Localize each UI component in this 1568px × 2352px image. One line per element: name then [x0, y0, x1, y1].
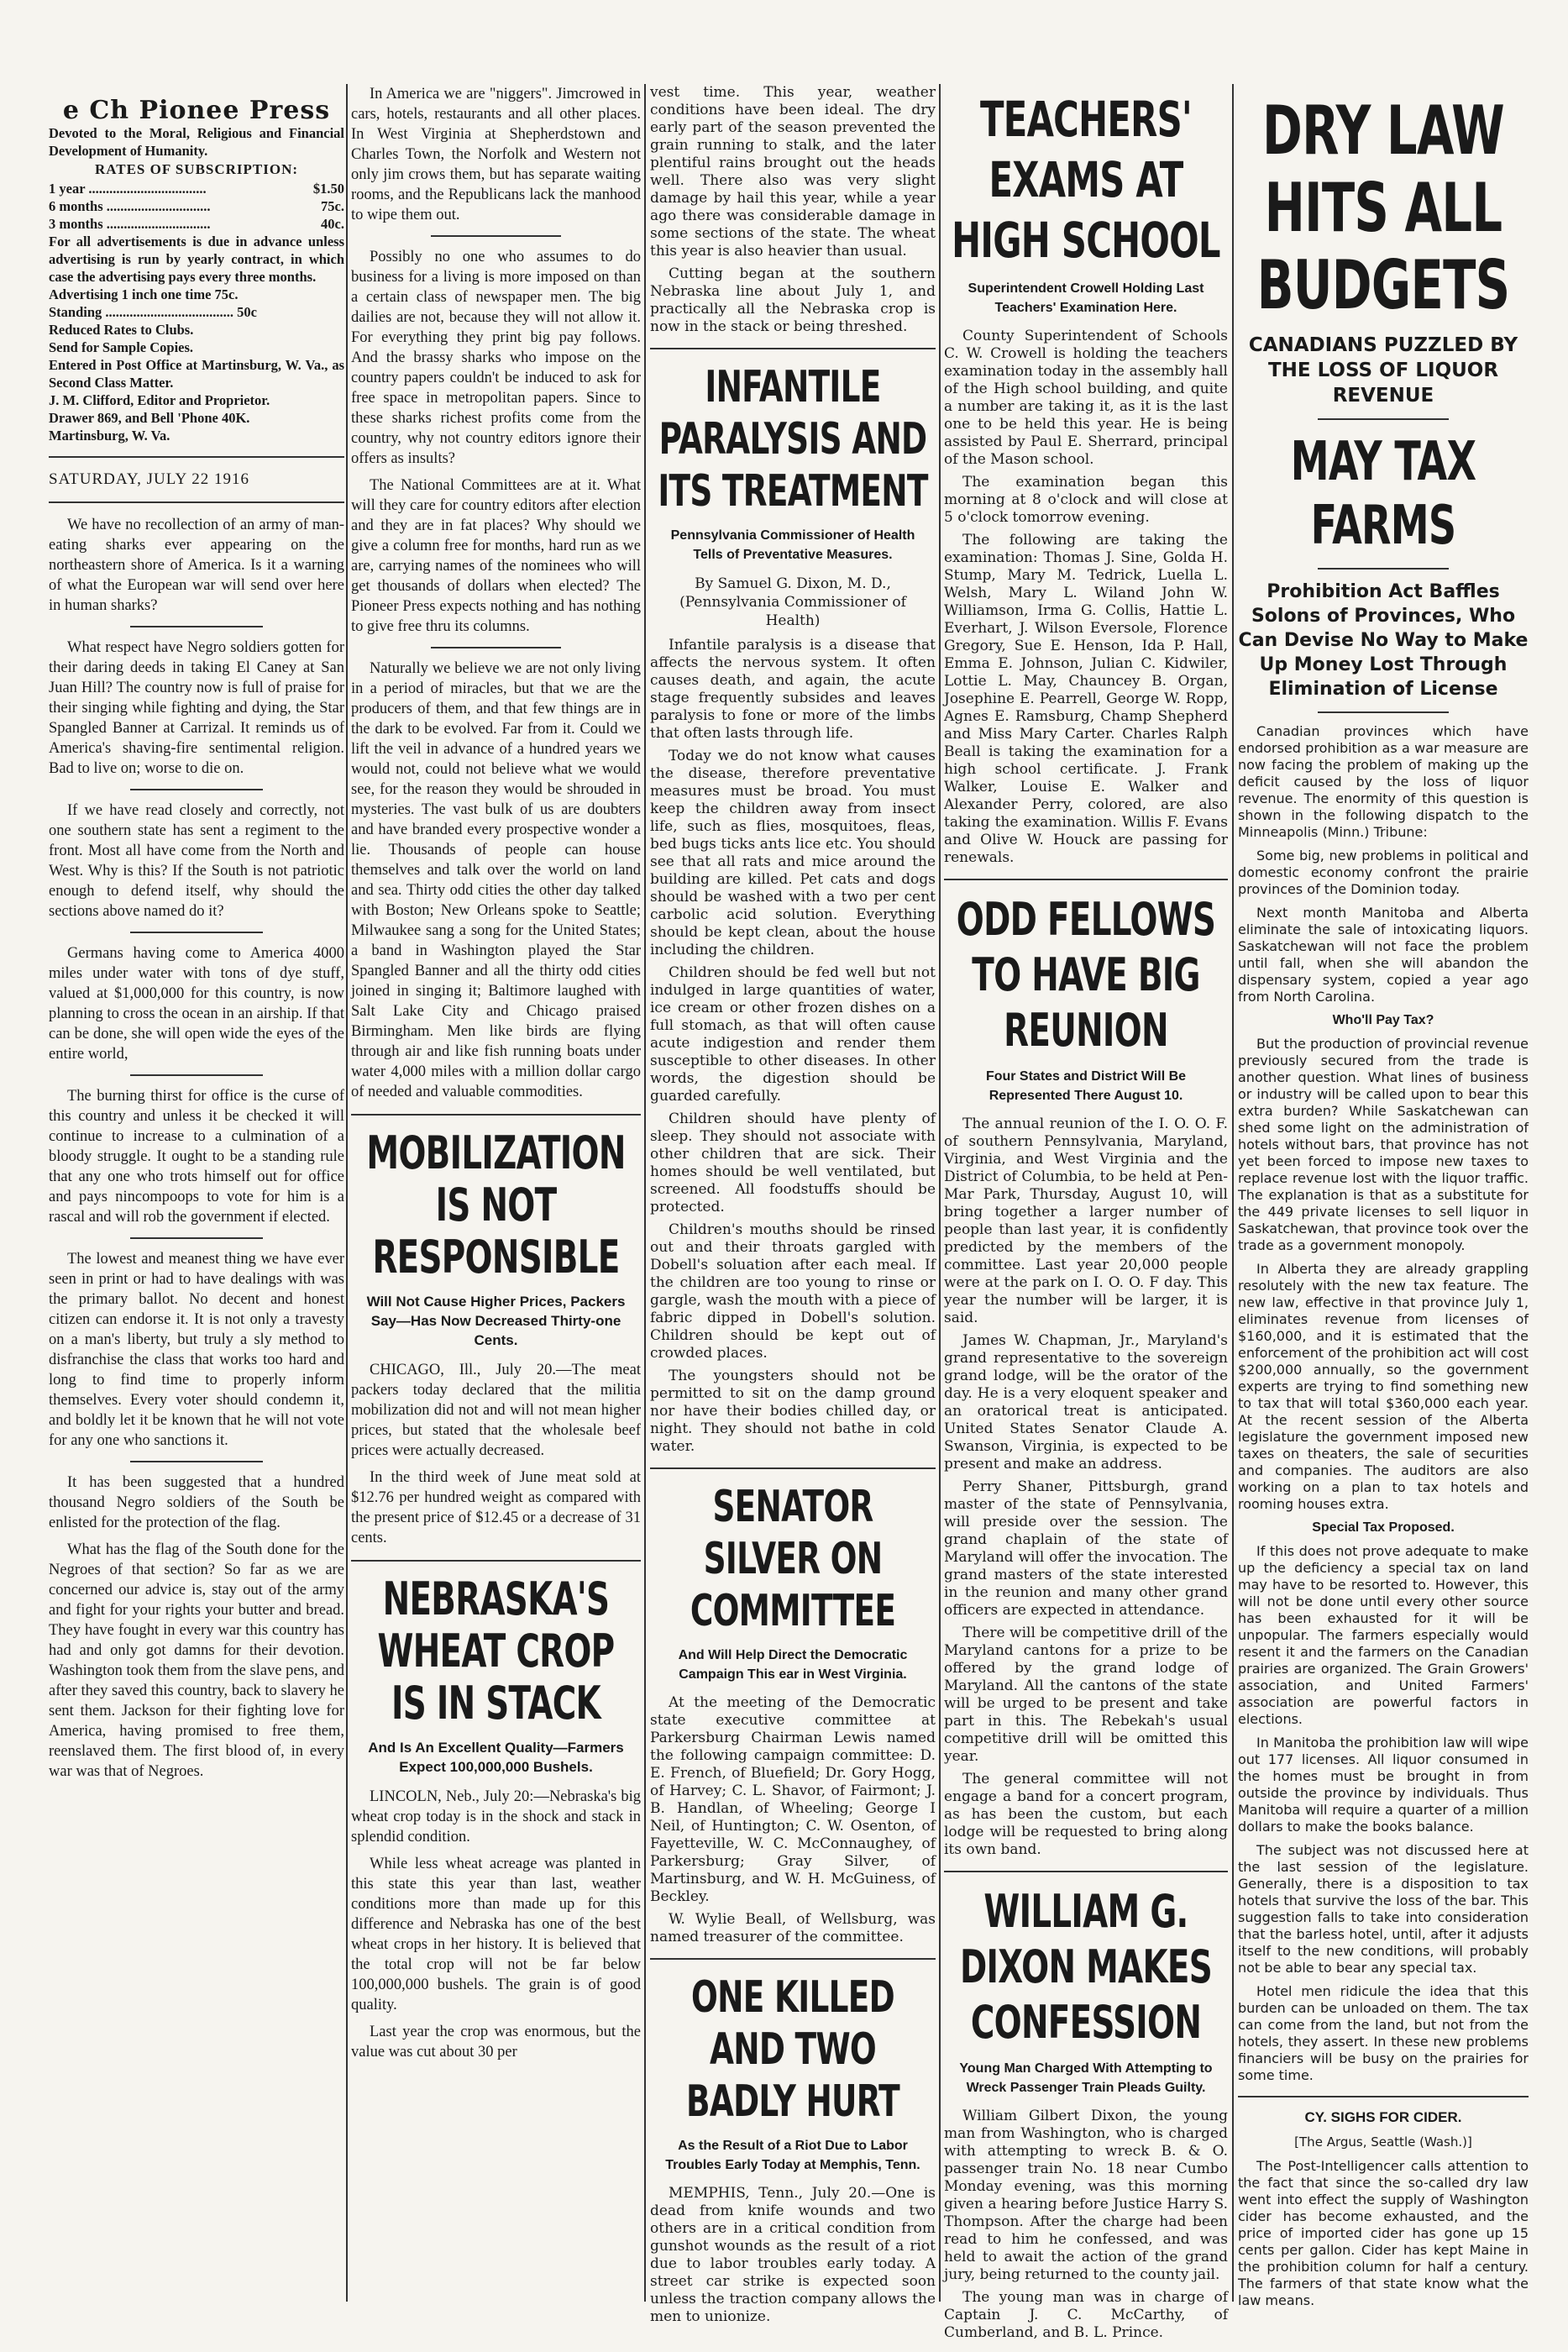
column-3: [650, 84, 936, 2325]
subhead-one-killed: As the Result of a Riot Due to Labor Troubles Early Today at Memphis, Tenn.: [665, 2139, 920, 2172]
divider: [650, 348, 936, 349]
subhead-special-tax: Special Tax Proposed.: [1312, 1520, 1455, 1535]
editorial-paragraph: The lowest and meanest thing we have ever seen in print or had to have dealings with was the primary ballot. No decent and honest citizen can endorse it. It is not only a travesty on a man's liberty, but truly a sly method to disfranchise the class that works too hard and long to find time to properly inform themselves. Every voter should condemn it, and boldly let it be known that he will not vote for any one who sanctions it.: [49, 1251, 344, 1449]
divider: [351, 1114, 641, 1116]
headline-cider: CY. SIGHS FOR CIDER.: [1304, 2109, 1462, 2125]
rates-title: RATES OF SUBSCRIPTION:: [94, 161, 299, 177]
headline-mobilization: MOBILIZATION IS NOT RESPONSIBLE: [366, 1126, 626, 1284]
divider: [130, 1074, 263, 1076]
divider: [351, 1560, 641, 1562]
rate-row: 6 months .............................. 75c.: [49, 198, 344, 214]
article-paragraph: The subject was not discussed here at the last session of the legislature. Generally, there is a disposition to tax hotels that survive the loss of the bar. This suggestion falls to take into consideration that the barless hotel, until, after it adjusts itself to the new conditions, will probably not be able to bear any special tax.: [1238, 1842, 1529, 1976]
article-paragraph: In Alberta they are already grappling resolutely with the new tax feature. The new law, effective in that province July 1, eliminates revenue from licenses of $160,000, and it is estimated that the enforcement of the prohibition act will cost $200,000 annually, so the government experts are trying to find something new to tax that will total $360,000 each year. At the recent session of the Alberta legislature the government imposed new taxes on theaters, the sale of securities and companies. The auditors are also working on a plan to tax hotels and rooming houses extra.: [1238, 1261, 1529, 1512]
article-paragraph: vest time. This year, weather conditions have been ideal. The dry early part of the season prevented the grain running to stalk, and the later plentiful rains brought out the heads well. There also was very slight damage by hail this year, while a year ago there was considerable damage in some sections of the state. The wheat this year is also heavier than usual.: [650, 84, 936, 260]
divider: [1318, 418, 1449, 420]
issue-dateline: SATURDAY, JULY 22 1916: [49, 470, 249, 488]
column-4: [944, 84, 1228, 2341]
divider: [49, 456, 344, 458]
editorial-paragraph: It has been suggested that a hundred thousand Negro soldiers of the South be enlisted for the protection of the flag.: [49, 1474, 344, 1531]
editorial-paragraph: We have no recollection of an army of man-eating sharks ever appearing on the northeastern shore of America. Is it a warning of what the European war will send over here in human sharks?: [49, 517, 344, 614]
editorial-paragraph: In America we are "niggers". Jimcrowed in cars, hotels, restaurants and all other places. In West Virginia at Shepherdstown and Charles Town, the Norfolk and Western not only jim crows them, but has separate waiting rooms, and the Republicans lack the manhood to wipe them out.: [351, 86, 641, 223]
town-line: Martinsburg, W. Va.: [49, 428, 170, 444]
column-2: [351, 84, 641, 2318]
ad-rate: Advertising 1 inch one time 75c.: [49, 286, 239, 302]
cider-source: [The Argus, Seattle (Wash.)]: [1294, 2134, 1472, 2150]
editorial-paragraph: If we have read closely and correctly, not one southern state has sent a regiment to the front. Most all have come from the North and West. Why is this? If the South is not patriotic enough to defend itself, why should the sections above named do it?: [49, 802, 344, 920]
subhead-infantile-paralysis: Pennsylvania Commissioner of Health Tells of Preventative Measures.: [670, 528, 915, 562]
article-paragraph: The examination began this morning at 8 o'clock and will close at 5 o'clock tomorrow evening.: [944, 474, 1228, 526]
divider: [650, 1467, 936, 1469]
headline-wheat: NEBRASKA'S WHEAT CROP IS IN STACK: [377, 1572, 615, 1730]
divider: [650, 1958, 936, 1960]
article-paragraph: William Gilbert Dixon, the young man from Washington, who is charged with attempting to wreck B. & O. passenger train No. 18 near Cumbo Monday evening, was this morning given a hearing before Justice Harry S. Thompson. After the charge had been read to him he confessed, and was held to await the action of the grand jury, being returned to the county jail.: [944, 2108, 1228, 2283]
article-paragraph: The following are taking the examination: Thomas J. Sine, Golda H. Stump, Mary M. Tedrick, Luella L. Welsh, Mary L. Wiland John W. Williamson, Irma G. Collis, Hattie L. Everhart, J. Wilson Eversole, Florence Gregory, Sue E. Henson, Ida P. Hall, Emma E. Johnson, Julian C. Kidwiler, Lottie L. May, Chauncey B. Organ, Josephine E. Pearrell, George W. Ropp, Agnes E. Ramsburg, Champ Shepherd and Miss Mary Carter. Charles Ralph Beall is taking the examination for a high school certificate. J. Frank Walker, Louise E. Walker and Alexander Perry, colored, are also taking the examination. Willis F. Evans and Olive W. Houck are passing for renewals.: [944, 532, 1228, 866]
article-paragraph: Cutting began at the southern Nebraska line about July 1, and practically all the Nebraska crop is now in the stack or being threshed.: [650, 265, 936, 335]
masthead-title: e Ch Pionee Press: [62, 96, 331, 125]
divider: [130, 932, 263, 933]
sample-copies: Send for Sample Copies.: [49, 339, 194, 355]
headline-teachers-exams: TEACHERS' EXAMS AT HIGH SCHOOL: [952, 91, 1220, 269]
divider: [130, 1237, 263, 1239]
column-rule: [1232, 84, 1234, 2302]
editorial-paragraph: The burning thirst for office is the curse of this country and unless it be checked it will continue to increase to a culmination of a bloody struggle. It ought to be a standing rule that any one who trots himself out for office and pays nincompoops to vote for him is a rascal and will rob the government if elected.: [49, 1088, 344, 1226]
article-paragraph: The general committee will not engage a band for a concert program, as has been the custom, but each lodge will be requested to bring along its own band.: [944, 1771, 1228, 1858]
article-paragraph: But the production of provincial revenue previously secured from the trade is another question. What lines of business or industry will be called upon to bear this extra burden? While Saskatchewan can shed some light on the administration of hotels without bars, that province has not yet been forced to impose new taxes to replace revenue lost with the liquor traffic. The explanation is that as a substitute for the 449 private licenses to sell liquor in Saskatchewan, that province took over the trade as a government monopoly.: [1238, 1036, 1529, 1253]
editorial-paragraph: Naturally we believe we are not only living in a period of miracles, but that we are the producers of them, and that few things are in the dark to be evolved. Far from it. Could we lift the veil in advance of a hundred years we would not, could not believe what we would see, for the reason they would be shrouded in mysteries. The vast bulk of us are doubters and have branded every prospective wonder a lie. Thousands of people can house themselves and talk over the world on land and sea. Thirty odd cities the other day talked with Boston; New Orleans spoke to Seattle; Milwaukee sang a song for the United States; a band in Washington played the Star Spangled Banner and all the thirty odd cities joined in singing it; Baltimore laughed with Salt Lake City and Chicago praised Birmingham. Men like birds are flying through air and like fish running boats under water 4,000 miles with a million dollar cargo of needed and valuable commodities.: [351, 660, 641, 1100]
divider: [944, 1871, 1228, 1872]
headline-senator-silver: SENATOR SILVER ON COMMITTEE: [690, 1482, 896, 1636]
article-paragraph: The annual reunion of the I. O. O. F. of southern Pennsylvania, Maryland, Virginia, and West Virginia and the District of Columbia, to be held at Pen-Mar Park, Thursday, August 10, will bring together a larger number of people than last year, it is confidently predicted by the members of the committee. Last year 20,000 people were at the park on I. O. O. F day. This year the number will be larger, it is said.: [944, 1116, 1228, 1326]
article-paragraph: Children should have plenty of sleep. They should not associate with other children that are sick. Their homes should be well ventilated, but screened. All foodstuffs should be protected.: [650, 1110, 936, 1215]
editor-line: J. M. Clifford, Editor and Proprietor.: [49, 392, 270, 408]
article-paragraph: The Post-Intelligencer calls attention to the fact that since the so-called dry law went into effect the supply of Washington cider has become exhausted, and the price of imported cider has gone up 15 cents per gallon. Cider has kept Maine in the prohibition column for half a century. The farmers of that state know what the law means.: [1238, 2158, 1529, 2308]
article-paragraph: Canadian provinces which have endorsed prohibition as a war measure are now facing the problem of making up the deficit caused by the loss of liquor revenue. The enormity of this question is shown in the following dispatch to the Minneapolis (Minn.) Tribune:: [1238, 723, 1529, 840]
article-paragraph: Some big, new problems in political and domestic economy confront the prairie provinces of the Dominion today.: [1238, 848, 1529, 897]
article-paragraph: Children should be fed well but not indulged in large quantities of water, ice cream or other frozen dishes on a full stomach, as that will often cause acute indigestion and render them susceptible to other diseases. In other words, the digestion should be guarded carefully.: [650, 964, 936, 1105]
drawer-line: Drawer 869, and Bell 'Phone 40K.: [49, 410, 250, 426]
subhead-odd-fellows: Four States and District Will Be Represented There August 10.: [985, 1069, 1187, 1103]
article-paragraph: Infantile paralysis is a disease that affects the nervous system. It often causes death, and again, the acute stage frequently subsides and leaves paralysis to fone or more of the limbs that often lasts through life.: [650, 637, 936, 742]
headline-dry-law: DRY LAW HITS ALL BUDGETS: [1256, 92, 1510, 324]
article-paragraph: Today we do not know what causes the disease, therefore preventative measures must be broad. You must keep the children away from insect life, such as flies, mosquitoes, fleas, bed bugs ticks ants lice etc. You should see that all rats and mice around the building are killed. Pet cats and dogs should be washed with a two per cent carbolic acid solution. Everything should be kept clean, about the house including the children.: [650, 748, 936, 958]
divider: [130, 626, 263, 627]
article-paragraph: In the third week of June meat sold at $12.76 per hundred weight as compared with the present price of $12.45 or a decrease of 31 cents.: [351, 1469, 641, 1546]
headline-one-killed: ONE KILLED AND TWO BADLY HURT: [685, 1972, 899, 2127]
subhead-prohibition-act: Prohibition Act Baffles Solons of Provinces, Who Can Devise No Way to Make Up Money Lost Through Elimination of License: [1238, 581, 1529, 700]
byline-dixon: By Samuel G. Dixon, M. D., (Pennsylvania Commissioner of Health): [679, 575, 906, 629]
headline-infantile-paralysis: INFANTILE PARALYSIS AND ITS TREATMENT: [658, 362, 928, 517]
article-paragraph: There will be competitive drill of the Maryland cantons for a prize to be offered by the grand lodge of Maryland. All the cantons of the state will be urged to be present and take part in this. The Rebekah's usual competitive drill will be omitted this year.: [944, 1625, 1228, 1765]
subhead-senator-silver: And Will Help Direct the Democratic Campaign This ear in West Virginia.: [678, 1648, 908, 1682]
article-paragraph: While less wheat acreage was planted in this state this year than last, weather conditions more than made up for this difference and Nebraska has one of the best wheat crops in her history. It is believed that the total crop will not be far below 100,000,000 bushels. The grain is of good quality.: [351, 1856, 641, 2013]
divider: [130, 1461, 263, 1462]
rate-row: 1 year .................................. $1.50: [49, 181, 344, 197]
subhead-who-pays-tax: Who'll Pay Tax?: [1332, 1013, 1434, 1027]
masthead-devotion: Devoted to the Moral, Religious and Financial Development of Humanity.: [49, 125, 344, 159]
divider: [431, 647, 561, 648]
editorial-paragraph: Germans having come to America 4000 miles under water with tons of dye stuff, valued at $1,000,000 for this country, is now planning to cross the ocean in an airship. If that can be done, she will open wide the eyes of the entire world,: [49, 945, 344, 1063]
article-paragraph: Children's mouths should be rinsed out and their throats gargled with Dobell's soluation after each meal. If the children are too young to rinse or gargle, wash the mouth with a piece of fabric dipped in Dobell's solution. Children should be kept out of crowded places.: [650, 1221, 936, 1362]
headline-odd-fellows: ODD FELLOWS TO HAVE BIG REUNION: [956, 893, 1216, 1057]
article-paragraph: Hotel men ridicule the idea that this burden can be unloaded on them. The tax can come from the land, but not from the hotels, they assert. In these new problems financiers will be busy on the prairies for some time.: [1238, 1983, 1529, 2083]
article-paragraph: CHICAGO, Ill., July 20.—The meat packers today declared that the militia mobilization did not and will not mean higher prices, but stated that the wholesale beef prices were actually decreased.: [351, 1362, 641, 1459]
divider: [1318, 711, 1449, 713]
article-paragraph: MEMPHIS, Tenn., July 20.—One is dead from knife wounds and two others are in a critical condition from gunshot wounds as the result of a riot due to labor troubles early today. A street car strike is expected soon unless the traction company allows the men to unionize.: [650, 2185, 936, 2325]
divider: [431, 235, 561, 237]
article-paragraph: Perry Shaner, Pittsburgh, grand master of the state of Pennsylvania, will preside over the session. The grand chaplain of the state of Maryland will offer the invocation. The grand masters of the state interested in the reunion and many other grand officers are expected in attendance.: [944, 1478, 1228, 1619]
divider: [1318, 568, 1449, 570]
headline-william-dixon: WILLIAM G. DIXON MAKES CONFESSION: [959, 1885, 1213, 2049]
subhead-mobilization: Will Not Cause Higher Prices, Packers Say—Has Now Decreased Thirty-one Cents.: [366, 1294, 626, 1348]
subhead-wheat: And Is An Excellent Quality—Farmers Expect 100,000,000 Bushels.: [368, 1740, 624, 1775]
editorial-paragraph: What respect have Negro soldiers gotten for their daring deeds in taking El Caney at San Juan Hill? The country now is full of praise for their singing while fighting and dying, the Star Spangled Banner at Carrizal. It reminds us of America's shaving-fire sentimental religion. Bad to live on; worse to die on.: [49, 639, 344, 777]
subhead-canadians: CANADIANS PUZZLED BY THE LOSS OF LIQUOR REVENUE: [1248, 334, 1518, 407]
ad-terms: For all advertisements is due in advance unless advertising is run by yearly contract, in which case the advertising pays every three months.: [49, 234, 344, 285]
editorial-paragraph: Possibly no one who assumes to do business for a living is more imposed on than a certain class of newspaper men. The big dailies are not, because they will not allow it. For everything they print big pay follows. And the brassy sharks who impose on the country papers couldn't be induced to ask for free space in metropolitan papers. Since to these sharks richest profits come from the country, why not country editors ignore their offers as insults?: [351, 249, 641, 467]
subhead-teachers-exams: Superintendent Crowell Holding Last Teachers' Examination Here.: [968, 281, 1204, 315]
divider: [944, 879, 1228, 880]
column-rule: [644, 84, 646, 2302]
column-1: [49, 94, 344, 2328]
editorial-paragraph: What has the flag of the South done for the Negroes of that section? So far as we are concerned our advice is, stay out of the army and fight for your rights your butter and bread. They have fought in every war this country has had and only got damns for their devotion. Washington took them from the slave pens, and after they saved this country, back to slavery he sent them. Jackson for their fighting love for America, having promised to free them, reenslaved them. The first blood of, in every war was that of Negroes.: [49, 1541, 344, 1780]
rate-row: 3 months .............................. 40c.: [49, 216, 344, 232]
headline-may-tax-farms: MAY TAX FARMS: [1290, 431, 1476, 557]
article-paragraph: At the meeting of the Democratic state executive committee at Parkersburg Chairman Lewis named the following campaign committee: D. E. French, of Bluefield; Dr. Gory Hogg, of Harvey; C. L. Shavor, of Fairmont; J. B. Handlan, of Wheeling; George I Neil, of Huntington; C. W. Osenton, of Fayetteville, W. C. McConnaughey, of Parkersburg; Gray Silver, of Martinsburg, and W. H. McGuiness, of Beckley.: [650, 1694, 936, 1905]
article-paragraph: The young man was in charge of Captain J. C. McCarthy, of Cumberland, and B. L. Prince.: [944, 2289, 1228, 2341]
editorial-paragraph: The National Committees are at it. What will they care for country editors after election and they are in fat places? Why should we give a column free for months, hard run as we are, carrying names of the nominees who will get thousands of dollars when elected? The Pioneer Press expects nothing and has nothing to give free thru its columns.: [351, 477, 641, 635]
article-paragraph: Next month Manitoba and Alberta eliminate the sale of intoxicating liquors. Saskatchewan will not face the problem until fall, when she will abandon the dispensary system, copied a year ago from North Carolina.: [1238, 905, 1529, 1005]
article-paragraph: James W. Chapman, Jr., Maryland's grand representative to the sovereign grand lodge, will be the orator of the day. He is a very eloquent speaker and an oratorical treat is anticipated. United States Senator Claude A. Swanson, Virginia, is expected to be present and make an address.: [944, 1332, 1228, 1473]
divider: [49, 501, 344, 503]
standing-rate: Standing ..................................... 50c: [49, 304, 257, 320]
article-paragraph: County Superintendent of Schools C. W. Crowell is holding the teachers examination today in the assembly hall of the High school building, and quite a number are taking it, as it is the last one to be held this year. He is being assisted by Paul E. Sherrard, principal of the Mason school.: [944, 328, 1228, 468]
divider: [130, 789, 263, 790]
article-paragraph: LINCOLN, Neb., July 20:—Nebraska's big wheat crop today is in the shock and stack in splendid condition.: [351, 1788, 641, 1845]
column-rule: [346, 84, 348, 2302]
column-5: [1238, 84, 1529, 2318]
article-paragraph: Last year the crop was enormous, but the value was cut about 30 per: [351, 2024, 641, 2061]
post-office-entry: Entered in Post Office at Martinsburg, W. Va., as Second Class Matter.: [49, 357, 344, 391]
divider: [1238, 2096, 1529, 2097]
article-paragraph: W. Wylie Beall, of Wellsburg, was named treasurer of the committee.: [650, 1911, 936, 1945]
article-paragraph: If this does not prove adequate to make up the deficiency a special tax on land may have to be resorted to. However, this will not be done until every other source has been exhausted for it will be unpopular. The farmers especially would resent it and the farmers on the Canadian prairies are organized. The Grain Growers' association, and United Farmers' association are powerful factors in elections.: [1238, 1543, 1529, 1727]
reduced-rates: Reduced Rates to Clubs.: [49, 322, 194, 338]
subhead-william-dixon: Young Man Charged With Attempting to Wreck Passenger Train Pleads Guilty.: [959, 2061, 1213, 2095]
column-rule: [939, 84, 941, 2302]
article-paragraph: In Manitoba the prohibition law will wipe out 177 licenses. All liquor consumed in the homes must be brought in from outside the province by individuals. Thus Manitoba will require a quarter of a million dollars to make the books balance.: [1238, 1735, 1529, 1835]
article-paragraph: The youngsters should not be permitted to sit on the damp ground nor have their bodies chilled day, or night. They should not bathe in cold water.: [650, 1368, 936, 1455]
